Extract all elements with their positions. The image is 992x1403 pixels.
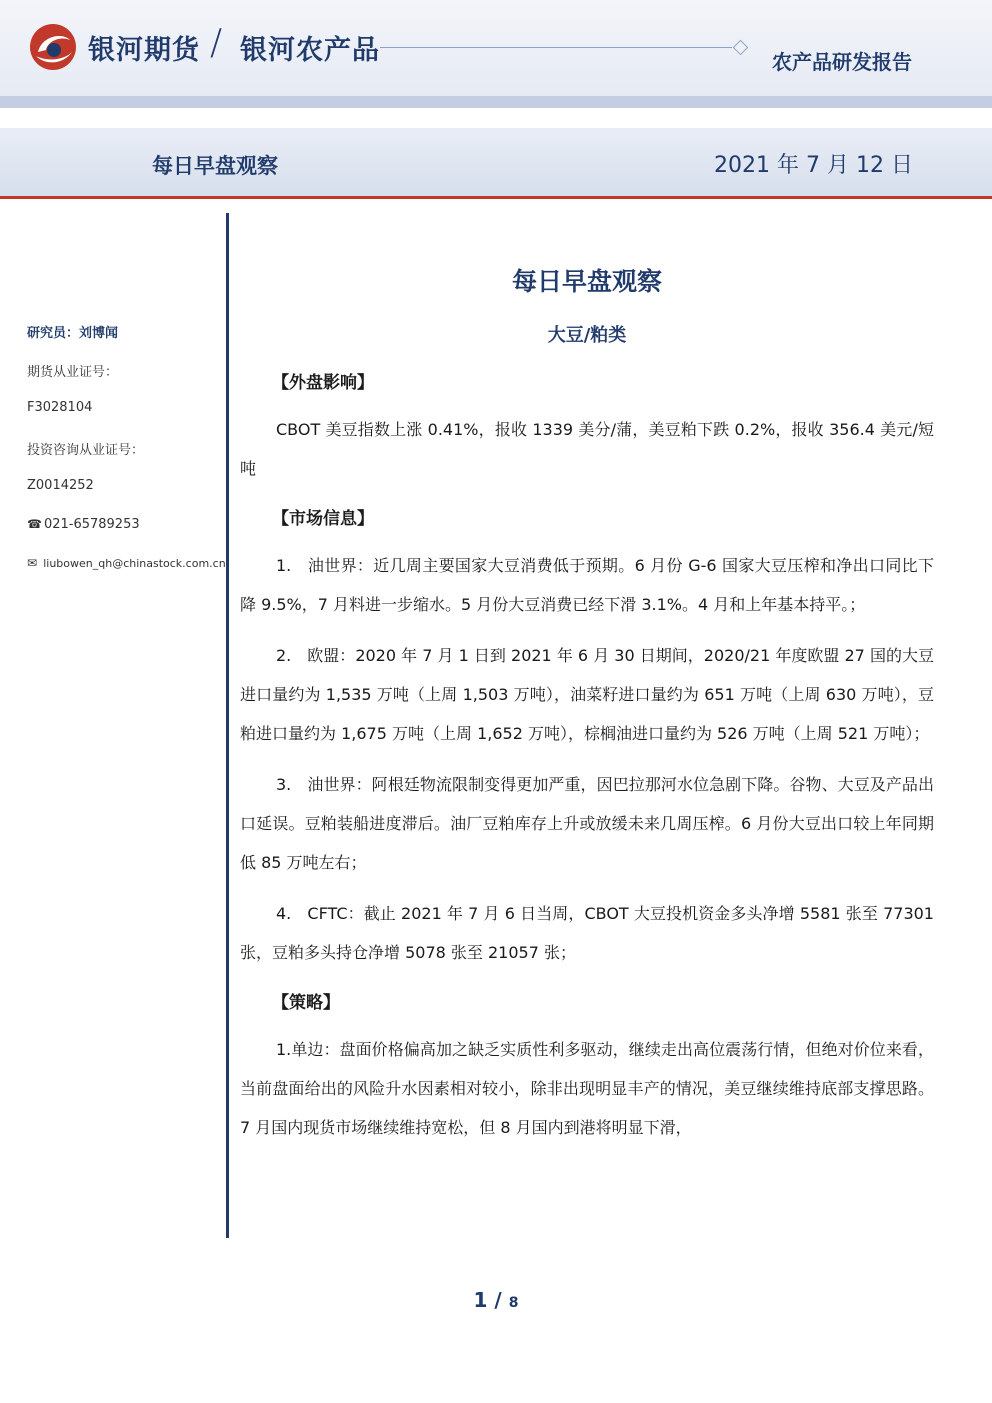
license-number: F3028104 [27,400,93,415]
galaxy-logo-icon [28,22,78,72]
analyst-sidebar [27,322,226,595]
paragraph-market-3: 3. 油世界：阿根廷物流限制变得更加严重，因巴拉那河水位急剧下降。谷物、大豆及产品出口延误。豆粕装船进度滞后。油厂豆粕库存上升或放缓未来几周压榨。6 月份大豆出口较上年同期低 85 万吨左右； [240,775,934,872]
consult-number: Z0014252 [27,478,94,493]
diamond-ornament-icon [733,40,749,56]
section-heading-market: 【市场信息】 [272,509,374,529]
section-heading-strategy: 【策略】 [272,993,340,1013]
page-separator: / [494,1288,502,1312]
email-address[interactable]: liubowen_qh@chinastock.com.cn [43,557,226,570]
report-subheader [0,128,992,196]
section-heading-external: 【外盘影响】 [272,373,374,393]
phone-number: 021-65789253 [43,517,140,532]
report-body [240,262,934,1159]
paragraph-market-2: 2. 欧盟：2020 年 7 月 1 日到 2021 年 6 月 30 日期间，2020/21 年度欧盟 27 国的大豆进口量约为 1,535 万吨（上周 1,503 万吨），油菜籽进口量约为 651 万吨（上周 630 万吨），豆粕进口量约为 1,675 万吨（上周 1,652 万吨），棕榈油进口量约为 526 万吨（上周 521 万吨）； [240,646,934,743]
phone-row [27,517,217,556]
brand-name: 银河期货 [88,35,200,66]
brand-divider: / [210,22,223,63]
brand-subname: 银河农产品 [240,35,380,66]
header-band [0,96,992,108]
paragraph-strategy-1: 1.单边：盘面价格偏高加之缺乏实质性利多驱动，继续走出高位震荡行情，但绝对价位来看，当前盘面给出的风险升水因素相对较小，除非出现明显丰产的情况，美豆继续维持底部支撑思路。7 月国内现货市场继续维持宽松，但 8 月国内到港将明显下滑， [240,1040,934,1137]
email-row [27,556,226,595]
report-subtitle: 大豆/粕类 [547,325,627,346]
consult-label: 投资咨询从业证号： [27,443,145,458]
paragraph-external: CBOT 美豆指数上涨 0.41%，报收 1339 美分/蒲，美豆粕下跌 0.2%，报收 356.4 美元/短吨 [240,420,934,478]
license-label: 期货从业证号： [27,365,119,380]
page-number [0,1288,992,1312]
paragraph-market-1: 1. 油世界：近几周主要国家大豆消费低于预期。6 月份 G-6 国家大豆压榨和净出口同比下降 9.5%，7 月料进一步缩水。5 月份大豆消费已经下滑 3.1%。4 月和上年基本持平。； [240,556,934,614]
report-date: 2021 年 7 月 12 日 [714,153,913,178]
report-title: 每日早盘观察 [511,267,662,296]
report-header [0,0,992,96]
current-page: 1 [473,1288,488,1312]
subheader-title: 每日早盘观察 [152,154,278,178]
mail-icon: ✉ [27,556,38,570]
total-pages: 8 [508,1295,519,1311]
phone-icon: ☎ [27,517,42,531]
sidebar-divider [226,213,229,1238]
paragraph-market-4: 4. CFTC：截止 2021 年 7 月 6 日当周，CBOT 大豆投机资金多头净增 5581 张至 77301 张，豆粕多头持仓净增 5078 张至 21057 张； [240,904,934,962]
researcher-name: 研究员：刘博闻 [27,326,119,341]
red-divider [0,196,992,199]
report-type: 农产品研发报告 [772,50,912,74]
header-rule [380,47,732,48]
